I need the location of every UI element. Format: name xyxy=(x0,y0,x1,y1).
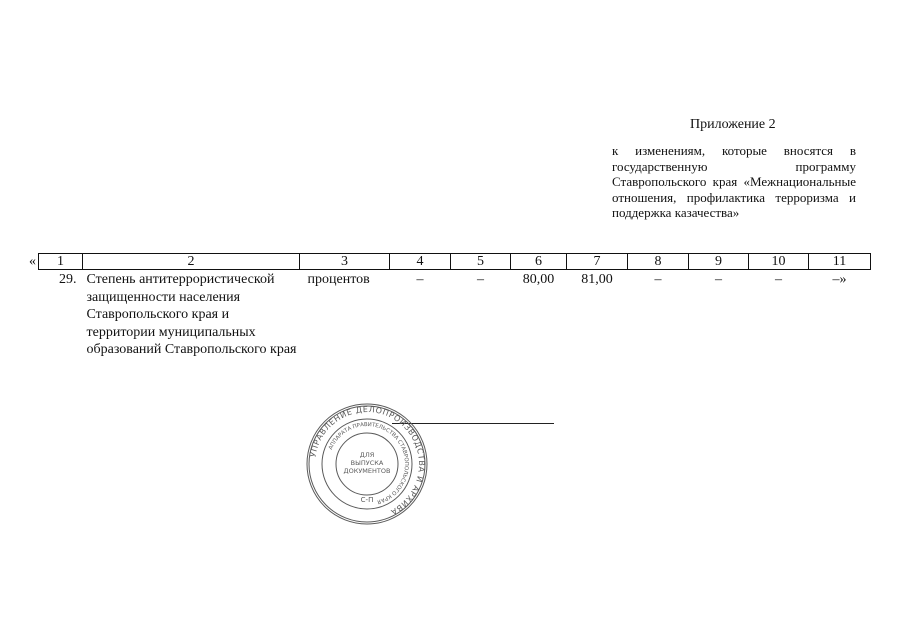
row-number: 29. xyxy=(59,272,77,287)
value-cell-7: 81,00 xyxy=(581,272,613,287)
column-header: 10 xyxy=(749,254,809,270)
stamp-outer-text: УПРАВЛЕНИЕ ДЕЛОПРОИЗВОДСТВА И АРХИВА xyxy=(308,404,427,517)
value-cell-9: – xyxy=(715,272,722,287)
stamp-center-line: ВЫПУСКА xyxy=(350,459,384,467)
column-header: 1 xyxy=(39,254,83,270)
stamp-inner-text: АППАРАТА ПРАВИТЕЛЬСТВА СТАВРОПОЛЬСКОГО КРАЯ xyxy=(327,421,410,505)
unit-cell: процентов xyxy=(307,272,370,287)
table-header-row xyxy=(39,254,871,270)
official-stamp xyxy=(305,402,429,526)
stamp-center-line: ДЛЯ xyxy=(359,451,375,459)
table-row xyxy=(39,270,871,360)
value-cell-4: – xyxy=(416,272,424,287)
column-header: 4 xyxy=(390,254,451,270)
indicator-name: Степень антитеррористической защищенности населения Ставропольского края и территории муниципальных образований Ставропольского края xyxy=(86,272,297,357)
value-cell-5: – xyxy=(477,272,484,287)
value-cell-11: –» xyxy=(832,272,847,287)
column-header: 9 xyxy=(689,254,749,270)
appendix-title: Приложение 2 xyxy=(690,117,776,132)
stamp-graphic xyxy=(305,402,429,526)
column-header: 3 xyxy=(300,254,390,270)
column-header: 5 xyxy=(451,254,511,270)
stamp-center-line: ДОКУМЕНТОВ xyxy=(343,467,391,475)
value-cell-10: – xyxy=(775,272,782,287)
indicator-table xyxy=(38,253,871,360)
column-header: 11 xyxy=(809,254,871,270)
stamp-code: С-П xyxy=(360,496,374,504)
appendix-description: к изменениям, которые вносятся в государственную программу Ставропольского края «Межнациональные отношения, профилактика терроризма и поддержка казачества» xyxy=(612,143,856,220)
column-header: 6 xyxy=(511,254,567,270)
column-header: 2 xyxy=(83,254,300,270)
value-cell-6: 80,00 xyxy=(522,272,555,287)
column-header: 7 xyxy=(567,254,628,270)
column-header: 8 xyxy=(628,254,689,270)
table-open-quote: « xyxy=(29,254,36,269)
value-cell-8: – xyxy=(654,272,662,287)
